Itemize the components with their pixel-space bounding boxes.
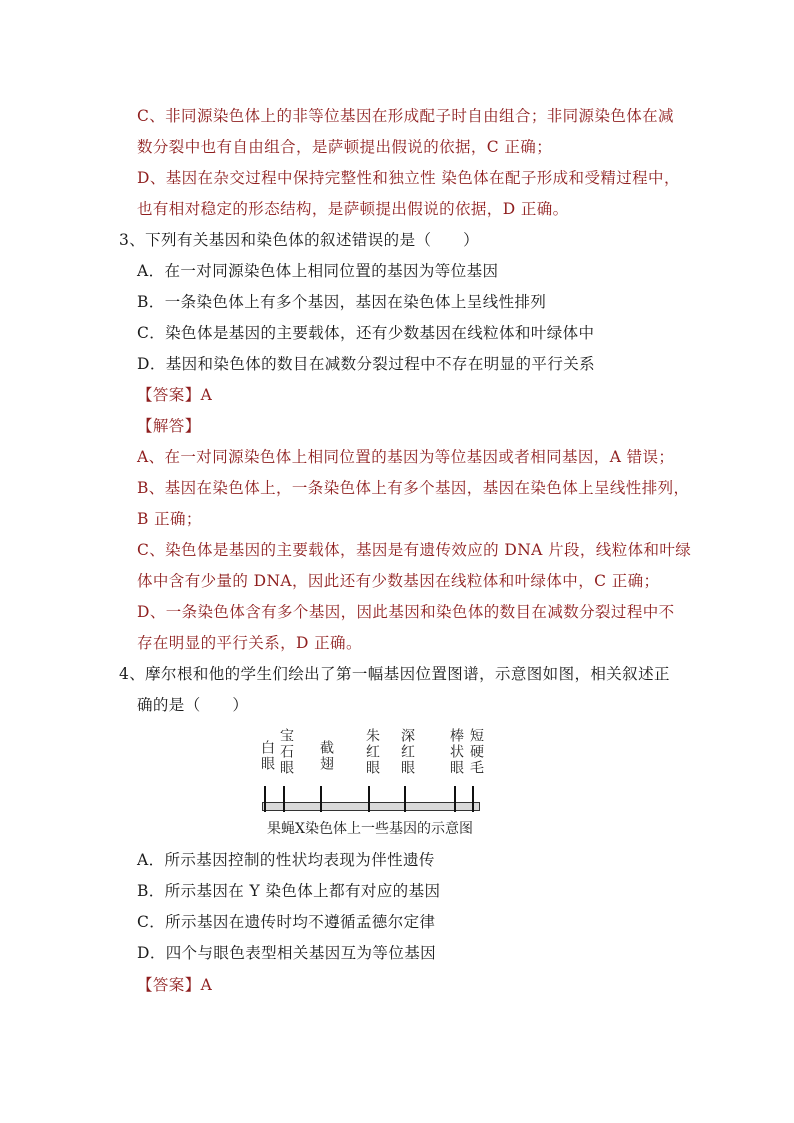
question-3-option-d: D．基因和染色体的数目在减数分裂过程中不存在明显的平行关系 xyxy=(137,355,596,373)
question-3-option-b: B．一条染色体上有多个基因，基因在染色体上呈线性排列 xyxy=(137,293,547,311)
analysis-3-a: A、在一对同源染色体上相同位置的基因为等位基因或者相同基因，A 错误； xyxy=(137,448,675,466)
figure-caption: 果蝇X染色体上一些基因的示意图 xyxy=(267,821,473,837)
gene-map-figure xyxy=(240,724,500,840)
question-4-option-c: C．所示基因在遗传时均不遵循孟德尔定律 xyxy=(137,913,436,931)
gene-label-cut-wing: 截翅 xyxy=(318,740,334,772)
analysis-line-c2: 数分裂中也有自由组合，是萨顿提出假说的依据，C 正确； xyxy=(137,138,553,156)
question-3-stem: 3、下列有关基因和染色体的叙述错误的是（ ） xyxy=(119,231,480,249)
gene-label-ruby-eye: 宝石眼 xyxy=(278,728,294,776)
question-3-analysis-heading: 【解答】 xyxy=(137,417,201,435)
gene-tick-carmine-eye xyxy=(404,786,406,812)
question-3-answer: 【答案】A xyxy=(137,386,213,404)
gene-label-white-eye: 白眼 xyxy=(259,740,275,772)
question-4-stem-2: 确的是（ ） xyxy=(137,696,249,714)
gene-label-vermilion-eye: 朱红眼 xyxy=(364,728,380,776)
gene-label-bar-eye: 棒状眼 xyxy=(448,728,464,776)
analysis-line-d2: 也有相对稳定的形态结构，是萨顿提出假说的依据，D 正确。 xyxy=(137,200,569,218)
question-4-option-d: D．四个与眼色表型相关基因互为等位基因 xyxy=(137,944,437,962)
gene-tick-cut-wing xyxy=(320,786,322,812)
analysis-3-b2: B 正确； xyxy=(137,510,202,528)
analysis-3-c2: 体中含有少量的 DNA，因此还有少数基因在线粒体和叶绿体中，C 正确； xyxy=(137,572,660,590)
gene-label-bristle: 短硬毛 xyxy=(468,728,484,776)
question-4-option-b: B．所示基因在 Y 染色体上都有对应的基因 xyxy=(137,882,441,900)
analysis-3-d2: 存在明显的平行关系，D 正确。 xyxy=(137,634,362,652)
analysis-3-c1: C、染色体是基因的主要载体，基因是有遗传效应的 DNA 片段，线粒体和叶绿 xyxy=(137,541,692,559)
gene-tick-bristle xyxy=(472,786,474,812)
question-4-stem-1: 4、摩尔根和他的学生们绘出了第一幅基因位置图谱，示意图如图，相关叙述正 xyxy=(119,665,670,683)
analysis-3-b1: B、基因在染色体上，一条染色体上有多个基因，基因在染色体上呈线性排列， xyxy=(137,479,690,497)
question-4-answer: 【答案】A xyxy=(137,976,213,994)
gene-tick-vermilion-eye xyxy=(368,786,370,812)
gene-tick-ruby-eye xyxy=(283,786,285,812)
analysis-3-d1: D、一条染色体含有多个基因，因此基因和染色体的数目在减数分裂过程中不 xyxy=(137,603,675,621)
analysis-line-c1: C、非同源染色体上的非等位基因在形成配子时自由组合；非同源染色体在减 xyxy=(137,107,674,125)
question-3-option-c: C．染色体是基因的主要载体，还有少数基因在线粒体和叶绿体中 xyxy=(137,324,595,342)
question-3-option-a: A．在一对同源染色体上相同位置的基因为等位基因 xyxy=(137,262,499,280)
question-4-option-a: A．所示基因控制的性状均表现为伴性遗传 xyxy=(137,851,435,869)
gene-tick-bar-eye xyxy=(454,786,456,812)
gene-label-carmine-eye: 深红眼 xyxy=(399,728,415,776)
gene-tick-white-eye xyxy=(264,786,266,812)
analysis-line-d1: D、基因在杂交过程中保持完整性和独立性 染色体在配子形成和受精过程中， xyxy=(137,169,680,187)
x-chromosome-bar xyxy=(262,802,480,811)
